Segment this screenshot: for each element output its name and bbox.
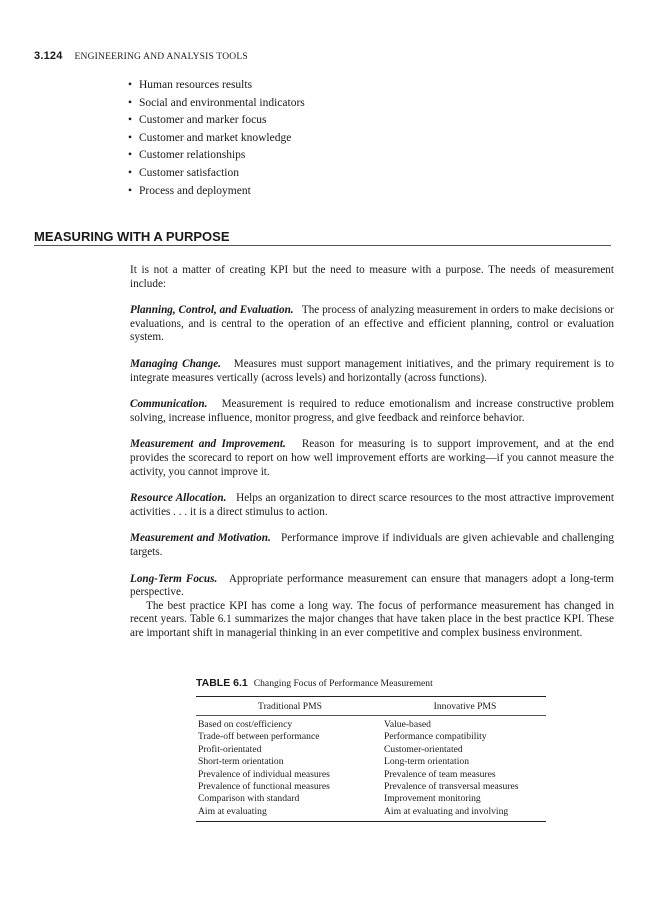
table-cell: Improvement monitoring xyxy=(384,793,481,805)
bullet-icon: • xyxy=(128,131,133,144)
table-row xyxy=(196,806,546,822)
run-in-heading: Managing Change. xyxy=(130,357,221,370)
table-cell: Trade-off between performance xyxy=(198,731,320,743)
list-item: • Social and environmental indicators xyxy=(128,95,305,113)
running-header xyxy=(34,50,248,62)
body-text xyxy=(130,264,614,640)
table-cell: Profit-orientated xyxy=(198,743,262,755)
paragraph-planning: Planning, Control, and Evaluation. The process of analyzing measurement in orders to make decisions or evaluations, and is central to the operation of an effective and efficient planning, control or evaluation system. xyxy=(130,304,614,344)
run-in-heading: Long-Term Focus. xyxy=(130,572,218,585)
table-cell: Based on cost/efficiency xyxy=(198,719,293,730)
list-item: • Customer and market knowledge xyxy=(128,130,305,148)
table-row xyxy=(196,781,546,793)
run-in-heading: Measurement and Motivation. xyxy=(130,532,271,545)
table-cell: Value-based xyxy=(384,719,431,730)
table-cell: Prevalence of individual measures xyxy=(198,768,330,780)
table-cell: Performance compatibility xyxy=(384,731,487,743)
paragraph-managing-change: Managing Change. Measures must support management initiatives, and the primary requirement is to integrate measures vertically (across levels) and horizontally (across functions). xyxy=(130,357,614,384)
table-cell: Prevalence of team measures xyxy=(384,768,496,780)
table-cell: Short-term orientation xyxy=(198,756,284,768)
bullet-icon: • xyxy=(128,114,133,127)
paragraph-communication: Communication. Measurement is required to reduce emotionalism and increase constructive problem solving, increase influence, monitor progress, and give feedback and reinforce behavior. xyxy=(130,398,614,424)
table-row xyxy=(196,744,546,756)
bullet-icon: • xyxy=(128,79,133,91)
list-item: • Customer relationships xyxy=(128,147,305,165)
paragraph-improvement: Measurement and Improvement. Reason for measuring is to support improvement, and at the end provides the scorecard to report on how well improvement efforts are working—if you cannot measure the activity, you cannot improve it. xyxy=(130,438,614,478)
run-in-heading: Measurement and Improvement. xyxy=(130,438,286,451)
page-number: 3.124 xyxy=(34,50,63,62)
intro-paragraph: It is not a matter of creating KPI but the need to measure with a purpose. The needs of measurement include: xyxy=(130,264,614,290)
table-cell: Prevalence of transversal measures xyxy=(384,781,519,793)
table-cell: Comparison with standard xyxy=(198,793,300,805)
table-row xyxy=(196,716,546,732)
table-label: TABLE 6.1 xyxy=(196,677,248,689)
table-cell: Aim at evaluating and involving xyxy=(384,805,509,817)
list-item: • Customer satisfaction xyxy=(128,165,305,183)
table-row xyxy=(196,731,546,743)
paragraph-long-term-focus: Long-Term Focus. Appropriate performance measurement can ensure that managers adopt a long-term perspective. xyxy=(130,572,614,599)
run-in-heading: Communication. xyxy=(130,398,208,411)
table-caption xyxy=(196,677,546,689)
table-row xyxy=(196,756,546,768)
bullet-icon: • xyxy=(128,149,133,162)
table-title: Changing Focus of Performance Measurement xyxy=(253,678,433,689)
bullet-icon: • xyxy=(128,96,133,109)
run-in-heading: Planning, Control, and Evaluation. xyxy=(130,304,294,317)
bullet-list xyxy=(128,77,305,200)
table-cell: Aim at evaluating xyxy=(198,805,267,817)
running-title: ENGINEERING AND ANALYSIS TOOLS xyxy=(74,52,248,62)
column-header-innovative: Innovative PMS xyxy=(384,697,546,716)
section-heading: MEASURING WITH A PURPOSE xyxy=(34,229,611,246)
table-row xyxy=(196,769,546,781)
comparison-table xyxy=(196,696,546,822)
list-item: • Process and deployment xyxy=(128,183,305,201)
list-item: • Human resources results xyxy=(128,77,305,95)
table-6-1 xyxy=(196,677,546,822)
paragraph-motivation: Measurement and Motivation. Performance improve if individuals are given achievable and challenging targets. xyxy=(130,532,614,558)
closing-paragraph: The best practice KPI has come a long way. The focus of performance measurement has changed in recent years. Table 6.1 summarizes the major changes that have taken place in the best practice KPI. These are important shift in managerial thinking in an ever competitive and complex business environment. xyxy=(130,599,614,639)
bullet-icon: • xyxy=(128,184,133,197)
table-row xyxy=(196,793,546,805)
list-item: • Customer and marker focus xyxy=(128,112,305,130)
paragraph-resource-allocation: Resource Allocation. Helps an organization to direct scarce resources to the most attractive improvement activities . . . it is a direct stimulus to action. xyxy=(130,492,614,518)
table-cell: Long-term orientation xyxy=(384,756,469,768)
run-in-heading: Resource Allocation. xyxy=(130,492,227,505)
column-header-traditional: Traditional PMS xyxy=(196,697,384,716)
table-cell: Customer-orientated xyxy=(384,743,463,755)
table-header-row xyxy=(196,697,546,716)
table-cell: Prevalence of functional measures xyxy=(198,781,330,793)
bullet-icon: • xyxy=(128,166,133,179)
